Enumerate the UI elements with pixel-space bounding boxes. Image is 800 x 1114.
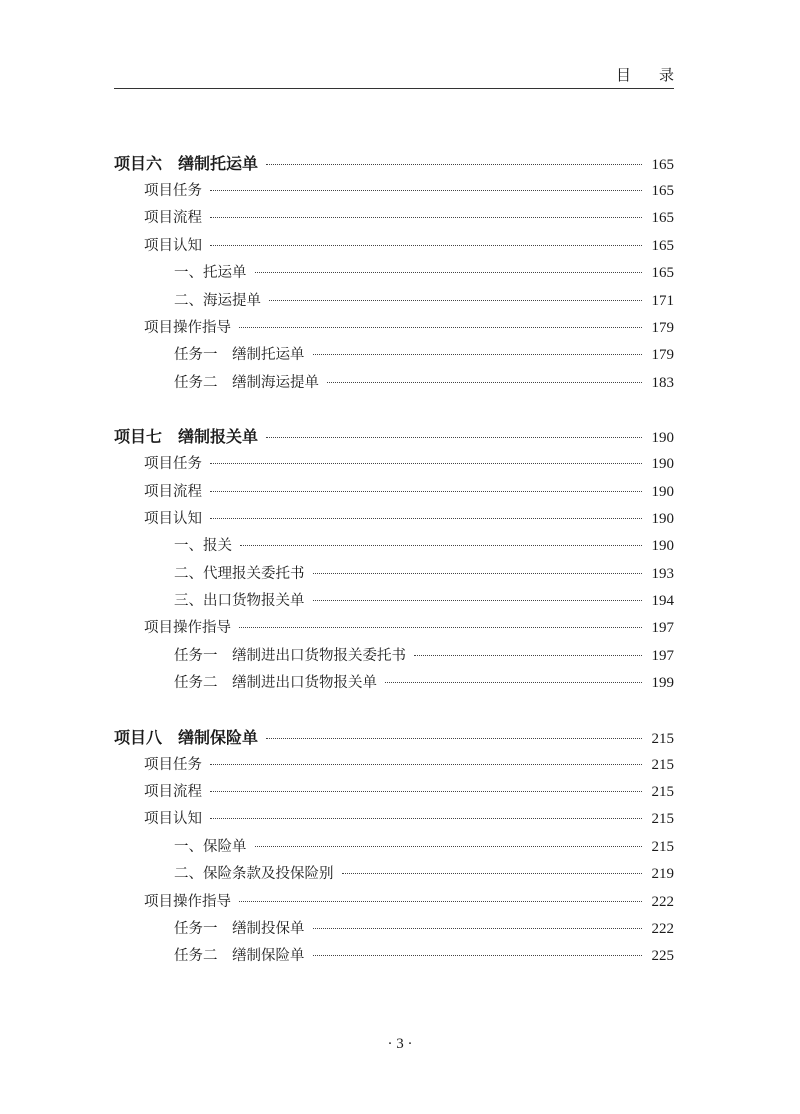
toc-entry-page: 222 [651,893,674,910]
toc-entry-page: 199 [651,675,674,692]
dot-leader [210,818,642,819]
toc-entry-page: 190 [651,430,674,447]
toc-entry-title: 项目流程 [144,784,202,801]
toc-entry[interactable] [114,451,674,478]
toc-entry-title: 一、保险单 [174,838,247,855]
toc-entry-page: 190 [651,538,674,555]
toc-entry-page: 215 [651,838,674,855]
toc-entry-page: 165 [651,157,674,173]
toc-entry[interactable] [114,943,674,970]
toc-entry-title: 项目流程 [144,483,202,500]
toc-entry-page: 171 [651,292,674,309]
toc-entry[interactable] [114,588,674,615]
toc-entry-page: 165 [651,183,674,199]
dot-leader [210,491,642,492]
toc-entry[interactable] [114,260,674,287]
toc-entry[interactable] [114,834,674,861]
toc-entry-page: 222 [651,920,674,937]
toc-entry-page: 190 [651,483,674,500]
toc-entry-page: 165 [651,265,674,282]
toc-entry-title: 任务二 缮制海运提单 [174,374,319,391]
dot-leader [313,354,643,355]
toc-entry-page: 165 [651,210,674,227]
toc-entry-title: 二、海运提单 [174,292,261,309]
dot-leader [266,164,642,165]
toc-entry-page: 215 [651,811,674,828]
dot-leader [255,272,643,273]
toc-entry-title: 任务一 缮制投保单 [174,920,305,937]
toc-entry-title: 项目任务 [144,183,202,199]
toc-entry[interactable] [114,615,674,642]
dot-leader [266,437,642,438]
dot-leader [266,738,642,739]
dot-leader [255,846,643,847]
toc-entry-title: 任务一 缮制托运单 [174,347,305,364]
toc-entry-title: 项目流程 [144,210,202,227]
toc-entry[interactable] [114,889,674,916]
dot-leader [240,545,642,546]
toc-entry[interactable] [114,670,674,697]
dot-leader [313,600,643,601]
dot-leader [210,518,642,519]
toc-entry-title: 项目八 缮制保险单 [114,727,259,747]
toc-entry[interactable] [114,916,674,943]
dot-leader [239,627,642,628]
toc-entry[interactable] [114,205,674,232]
toc-entry-page: 183 [651,374,674,391]
dot-leader [210,217,642,218]
toc-entry[interactable] [114,342,674,369]
toc-entry-title: 项目任务 [144,756,202,773]
toc-entry[interactable] [114,806,674,833]
toc-entry-page: 194 [651,593,674,610]
toc-chapter-heading[interactable] [114,150,674,178]
toc-section [114,724,674,971]
dot-leader [313,573,643,574]
toc-entry-page: 179 [651,319,674,336]
dot-leader [313,928,643,929]
toc-entry[interactable] [114,752,674,779]
toc-entry-title: 二、保险条款及投保险别 [174,866,334,883]
toc-entry-page: 165 [651,237,674,254]
toc-entry[interactable] [114,533,674,560]
toc-entry-page: 225 [651,948,674,965]
page-number: · 3 · [387,1036,413,1052]
toc-entry-title: 任务二 缮制保险单 [174,948,305,965]
toc-entry[interactable] [114,506,674,533]
dot-leader [210,463,642,464]
toc-entry[interactable] [114,861,674,888]
toc-entry[interactable] [114,315,674,342]
toc-entry-title: 项目认知 [144,237,202,254]
toc-entry-page: 215 [651,784,674,801]
toc-entry[interactable] [114,233,674,260]
dot-leader [210,764,642,765]
toc-entry-title: 项目任务 [144,456,202,473]
toc-entry-title: 三、出口货物报关单 [174,593,305,610]
toc-entry[interactable] [114,370,674,397]
dot-leader [414,655,642,656]
dot-leader [239,901,642,902]
toc-entry[interactable] [114,178,674,205]
toc-entry-title: 任务一 缮制进出口货物报关委托书 [174,647,406,664]
dot-leader [210,190,642,191]
toc-entry-title: 项目操作指导 [144,893,231,910]
toc-entry-page: 219 [651,866,674,883]
toc-entry-title: 二、代理报关委托书 [174,565,305,582]
toc-entry-title: 项目操作指导 [144,319,231,336]
toc-entry-title: 项目七 缮制报关单 [114,427,259,447]
dot-leader [342,873,643,874]
toc-entry-page: 215 [651,756,674,773]
toc-entry-page: 197 [651,647,674,664]
dot-leader [313,955,643,956]
dot-leader [210,791,642,792]
toc-entry-page: 190 [651,456,674,473]
toc-entry-page: 197 [651,620,674,637]
toc-entry[interactable] [114,561,674,588]
table-of-contents [114,150,674,997]
toc-entry-title: 项目操作指导 [144,620,231,637]
header-title: 目录 [615,66,702,84]
toc-entry-page: 193 [651,565,674,582]
toc-entry[interactable] [114,288,674,315]
toc-entry-title: 一、报关 [174,538,232,555]
toc-entry-title: 任务二 缮制进出口货物报关单 [174,675,377,692]
dot-leader [269,300,642,301]
dot-leader [239,327,642,328]
toc-section [114,423,674,698]
dot-leader [210,245,642,246]
toc-entry-page: 190 [651,510,674,527]
toc-entry-title: 项目认知 [144,811,202,828]
toc-entry-title: 项目认知 [144,510,202,527]
running-header [114,58,702,89]
toc-entry-title: 一、托运单 [174,265,247,282]
toc-entry-title: 项目六 缮制托运单 [114,154,259,173]
dot-leader [327,382,642,383]
dot-leader [385,682,642,683]
toc-chapter-heading[interactable] [114,423,674,451]
toc-entry[interactable] [114,479,674,506]
toc-entry-page: 215 [651,730,674,747]
toc-entry[interactable] [114,643,674,670]
toc-chapter-heading[interactable] [114,724,674,752]
toc-entry[interactable] [114,779,674,806]
toc-entry-page: 179 [651,347,674,364]
toc-section [114,150,674,397]
